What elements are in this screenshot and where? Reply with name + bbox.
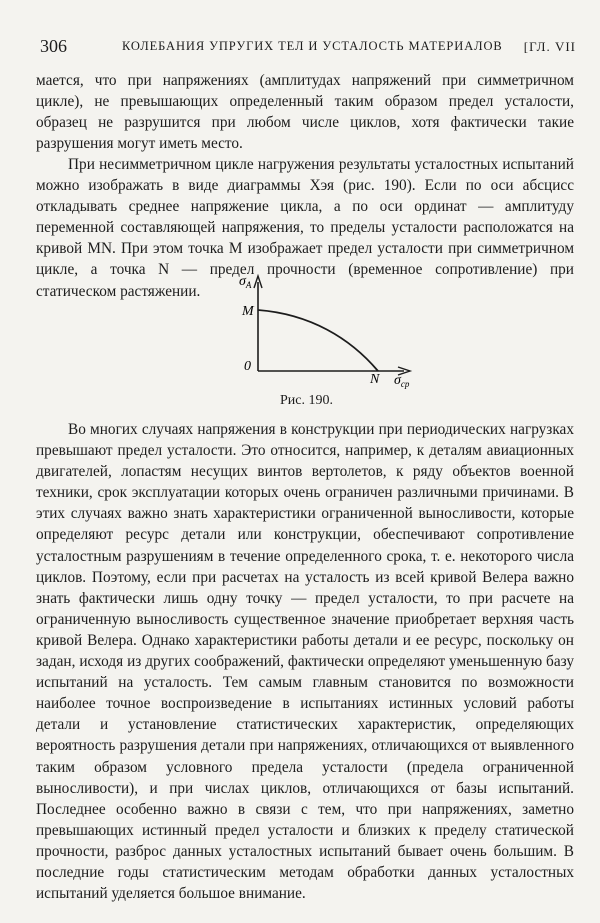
paragraph-3: Во многих случаях напряжения в конструкции при периодических нагрузках превышают предел усталости. Это относится, например, к деталям авиационных двигателей, лопастям несущих винтов вертолетов, к ряду объектов военной техники, срок эксплуатации которых очень ограничен различными причинами. В этих случаях важно знать характеристики ограниченной выносливости, которые определяют ресурс детали или конструкции, обеспечивают сопротивление усталостным разрушениям в течение определенного срока, т. е. некоторого числа циклов. Поэтому, если при расчетах на усталость из всей кривой Велера важно знать фактически лишь одну точку — предел усталости, то при расчете на ограниченную выносливость существенное значение приобретает верхняя часть кривой Велера. Однако характеристики работы детали и ее ресурс, поскольку он задан, исходя из других соображений, фактически определяют уменьшенную базу испытаний на усталость. Тем самым главным становится по возможности наиболее точное воспроизведение в испытаниях истинных условий работы детали и установление статистических характеристик, определяющих вероятность разрушения детали при напряжениях, отличающихся от выявленного таким образом условного предела усталости (предела ограниченной выносливости), и при числах циклов, отличающихся от базы испытаний. Последнее особенно важно в связи с тем, что при напряжениях, заметно превышающих истинный предел усталости и близких к пределу статической прочности, разброс данных усталостных испытаний бывает очень большим. В последние годы статистическим методам обработки данных усталостных испытаний уделяется большое внимание. — [36, 421, 574, 903]
figure-caption: Рис. 190. — [280, 393, 333, 408]
paragraph-1: мается, что при напряжениях (амплитудах напряжений при симметричном цикле), не превышающих определенный таким образом предел усталости, образец не разрушится при любом числе циклов, хотя фактически такие разрушения могут иметь место. — [36, 72, 574, 153]
running-header — [30, 36, 578, 58]
paragraph-continuation — [36, 70, 574, 154]
x-axis-label: $\sigma_{ср}$ — [394, 373, 410, 389]
paragraph-2: При несимметричном цикле нагружения результаты усталостных испытаний можно изображать в виде диаграммы Хэя (рис. 190). Если по оси абсцисс откладывать среднее напряжение цикла, а по оси ординат — амплитуду переменной составляющей напряжения, то пределы усталости расположатся на кривой MN. При этом точка M изображает предел усталости при симметричном цикле, а точка N — предел прочности (временное сопротивление) при статическом растяжении. — [36, 156, 574, 300]
origin-label: 0 — [244, 359, 251, 374]
chapter-marker: [ГЛ. VII — [523, 39, 576, 54]
running-title: КОЛЕБАНИЯ УПРУГИХ ТЕЛ И УСТАЛОСТЬ МАТЕРИАЛОВ — [122, 39, 503, 53]
page-number: 306 — [40, 36, 67, 56]
figure-190 — [210, 270, 430, 390]
haigh-diagram — [210, 270, 430, 390]
point-n-label: N — [370, 372, 380, 387]
curve-mn — [258, 310, 378, 371]
paragraph-limited-endurance — [36, 419, 574, 904]
y-axis-label: $\sigma_А$ — [239, 274, 252, 290]
point-m-label: M — [242, 304, 254, 319]
